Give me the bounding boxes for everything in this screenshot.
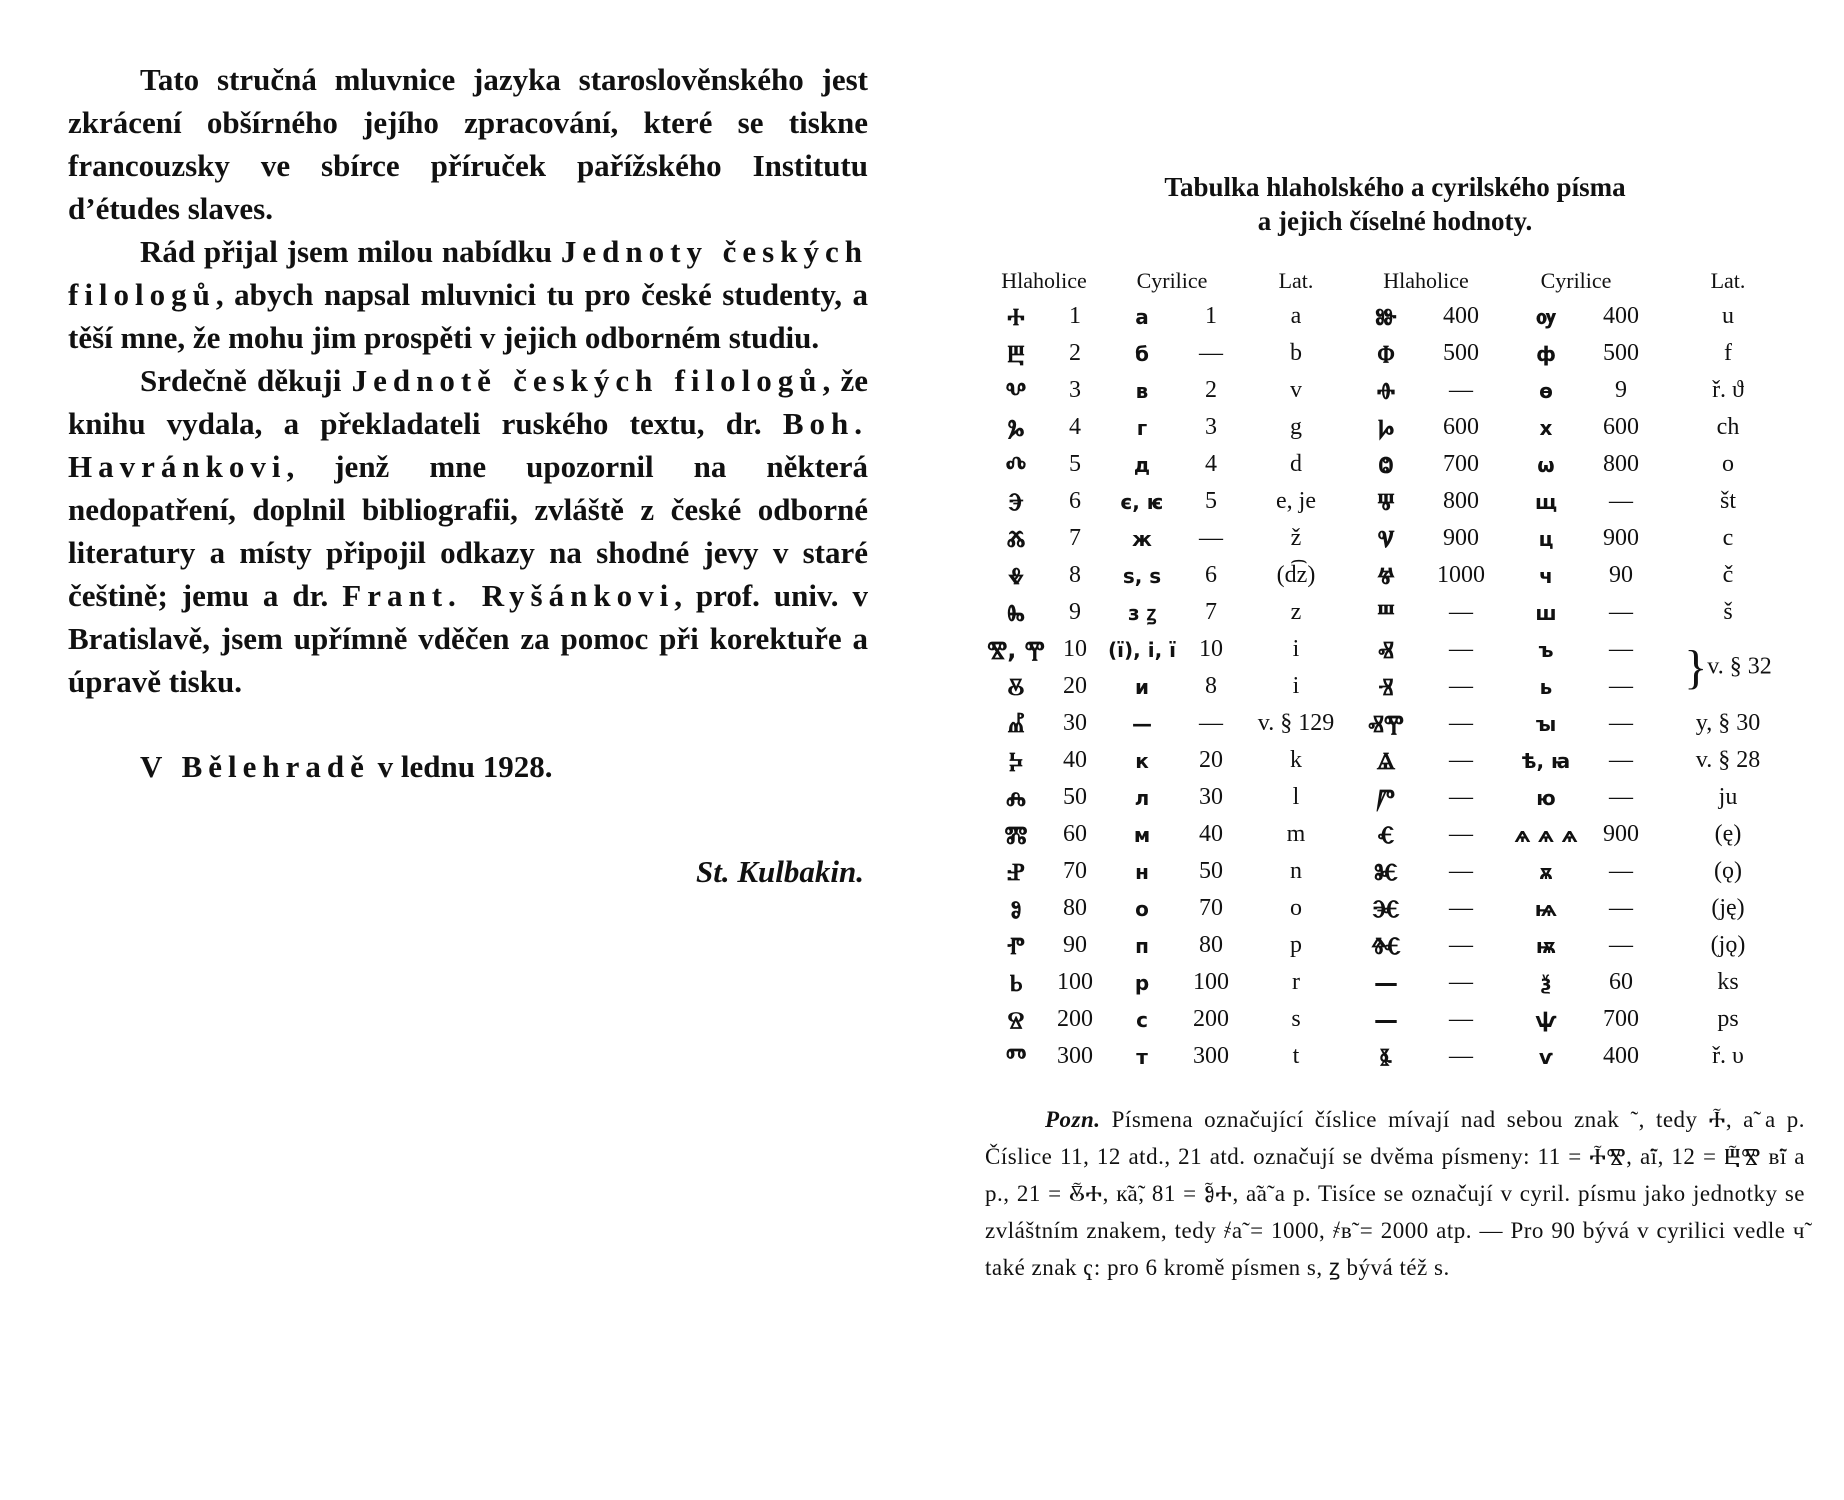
glagolitic-letter: Ⱀ — [1007, 857, 1025, 886]
cyrillic-value: 1 — [1205, 303, 1217, 329]
cyrillic-letter: ѕ, ѕ — [1122, 563, 1162, 588]
glagolitic-value: — — [1449, 1043, 1473, 1069]
cyrillic-letter: щ — [1534, 489, 1558, 514]
cyrillic-value: 800 — [1603, 451, 1639, 477]
glagolitic-value: — — [1449, 636, 1473, 662]
p3-text-e: , jenž mne upozornil na některá nedopatření, doplnil bibliografii, zvláště z české odborné literatury a místy připojil odkazy na shodné jevy v staré češtině; jemu a dr. — [68, 449, 868, 613]
latin-value: s — [1291, 1006, 1301, 1032]
cyrillic-value: 40 — [1199, 821, 1223, 847]
cyrillic-letter: б — [1135, 341, 1149, 366]
glagolitic-letter: Ⰷ — [1008, 561, 1024, 590]
p2-text-c: , abych napsal mluvnici tu pro české studenty, a těší mne, že mohu jim prospěti v jejich odborném studiu. — [68, 277, 868, 355]
table-row — [985, 557, 1805, 594]
table-row — [985, 1038, 1805, 1075]
latin-value: k — [1290, 747, 1302, 773]
cyrillic-value: — — [1609, 747, 1633, 773]
table-row — [985, 298, 1805, 335]
latin-value: (jǫ) — [1710, 932, 1746, 958]
glagolitic-value: — — [1449, 1006, 1473, 1032]
glagolitic-letter: Ⱑ — [1376, 746, 1396, 775]
glagolitic-letter: Ⱋ — [1377, 487, 1395, 516]
glagolitic-value: — — [1449, 673, 1473, 699]
latin-value: ps — [1717, 1006, 1739, 1032]
glagolitic-value: 7 — [1069, 525, 1081, 551]
header-cyrillic-1: Cyrilice — [1136, 268, 1208, 293]
p2-emphasis: Jednoty českých filologů — [68, 234, 868, 312]
glagolitic-value: 400 — [1443, 303, 1479, 329]
cyrillic-value: 2 — [1205, 377, 1217, 403]
alphabet-table — [985, 264, 1805, 1075]
glagolitic-letter: Ⰳ — [1007, 413, 1025, 442]
glagolitic-value: 6 — [1069, 488, 1081, 514]
cyrillic-letter: ю — [1536, 785, 1556, 810]
table-row — [985, 705, 1805, 742]
cyrillic-letter: т — [1136, 1044, 1148, 1069]
glagolitic-letter: Ⱏ — [1378, 635, 1394, 664]
cyrillic-letter: в — [1135, 378, 1149, 403]
cyrillic-letter: є, ѥ — [1120, 489, 1164, 514]
latin-value: ž — [1290, 525, 1302, 551]
glagolitic-value: 2 — [1069, 340, 1081, 366]
cyrillic-letter: ѣ, ꙗ — [1521, 748, 1571, 773]
cyrillic-letter: м — [1133, 822, 1151, 847]
glagolitic-value: — — [1449, 895, 1473, 921]
glagolitic-letter: Ⰻ — [1007, 672, 1025, 701]
latin-value: v — [1290, 377, 1302, 403]
note-text: Písmena označující číslice mívají nad sebou znak ˜, tedy Ⰰ̃, а̃ a p. Číslice 11, 12 atd., 21 atd. označují se dvěma písmeny: 11 = Ⰰ̃Ⰺ, а̃ї, 12 = Ⰱ̃Ⰺ в̃ї a p., 21 = Ⰻ̃Ⰰ, к̃а̃, 81 = Ⱁ̃Ⰰ, а̃а̃ a p. Tisíce se označují v cyril. písmu jako jednotky se zvláštním znakem, tedy ҂а̃ = 1000, ҂в̃ = 2000 atp. — Pro 90 bývá v cyrilici vedle ч̃ také znak ҁ: pro 6 kromě písmen ѕ, ꙁ bývá též ѕ. — [985, 1107, 1805, 1280]
cyrillic-letter: л — [1134, 785, 1150, 810]
glagolitic-letter: Ⱗ — [1372, 894, 1400, 923]
glagolitic-letter: Ⱁ — [1010, 894, 1022, 923]
glagolitic-letter: Ⰾ — [1005, 783, 1027, 812]
glagolitic-letter: Ⱍ — [1377, 561, 1395, 590]
cyrillic-letter: ѵ — [1539, 1044, 1553, 1069]
latin-value: l — [1292, 784, 1300, 810]
cyrillic-value: 6 — [1205, 562, 1217, 588]
alphabet-table-page — [985, 170, 1805, 1286]
glagolitic-value: 3 — [1069, 377, 1081, 403]
p3-text-c: , že knihu vydala, a překladateli ruského textu, dr. — [68, 363, 868, 441]
glagolitic-value: 50 — [1063, 784, 1087, 810]
glagolitic-letter: Ⰿ — [1004, 820, 1028, 849]
cyrillic-letter: ѫ — [1539, 859, 1553, 884]
cyrillic-letter: х — [1539, 415, 1553, 440]
brace-icon: } — [1684, 641, 1708, 694]
cyrillic-value: — — [1609, 673, 1633, 699]
cyrillic-value: — — [1609, 636, 1633, 662]
table-body — [985, 298, 1805, 1075]
cyrillic-value: — — [1609, 488, 1633, 514]
glagolitic-letter: Ⱌ — [1377, 524, 1395, 553]
latin-value: c — [1722, 525, 1734, 551]
cyrillic-value: — — [1609, 710, 1633, 736]
cyrillic-value: 4 — [1205, 451, 1217, 477]
cyrillic-letter: з ꙁ — [1127, 601, 1157, 625]
bracket-note-cell — [1651, 631, 1805, 705]
cyrillic-letter: ш — [1535, 600, 1557, 625]
table-row — [985, 409, 1805, 446]
latin-value: i — [1292, 673, 1300, 699]
table-row — [985, 816, 1805, 853]
glagolitic-value: 5 — [1069, 451, 1081, 477]
preface — [68, 58, 868, 893]
cyrillic-letter: п — [1135, 933, 1149, 958]
cyrillic-letter: ѡ — [1537, 452, 1555, 477]
glagolitic-letter: Ⰶ — [1006, 524, 1026, 553]
glagolitic-letter: Ⱃ — [1009, 968, 1023, 997]
bracket-note: v. § 32 — [1707, 653, 1772, 680]
glagolitic-value: 60 — [1063, 821, 1087, 847]
cyrillic-value: 10 — [1199, 636, 1223, 662]
cyrillic-letter: ѯ — [1540, 970, 1552, 995]
glagolitic-value: 90 — [1063, 932, 1087, 958]
cyrillic-value: — — [1609, 858, 1633, 884]
cyrillic-value: 60 — [1609, 969, 1633, 995]
cyrillic-letter: (ї), і, ї — [1108, 637, 1176, 662]
table-row — [985, 335, 1805, 372]
glagolitic-value: 200 — [1057, 1006, 1093, 1032]
glagolitic-letter: Ⰴ — [1005, 450, 1027, 479]
table-row — [985, 927, 1805, 964]
cyrillic-value: 7 — [1205, 599, 1217, 625]
table-header-row — [985, 264, 1805, 298]
glagolitic-value: — — [1449, 377, 1473, 403]
cyrillic-value: — — [1199, 340, 1223, 366]
glagolitic-value: 20 — [1063, 673, 1087, 699]
latin-value: e, je — [1276, 488, 1316, 514]
glagolitic-letter: Ⱚ — [1376, 376, 1396, 405]
note-paragraph — [985, 1101, 1805, 1286]
header-cyrillic-2: Cyrilice — [1540, 268, 1612, 293]
cyrillic-value: 600 — [1603, 414, 1639, 440]
table-row — [985, 853, 1805, 890]
latin-value: f — [1724, 340, 1732, 366]
p3-text-a: Srdečně děkuji — [140, 363, 352, 398]
cyrillic-letter: г — [1136, 415, 1148, 440]
table-row — [985, 779, 1805, 816]
cyrillic-value: 50 — [1199, 858, 1223, 884]
latin-value: v. § 28 — [1695, 747, 1761, 773]
table-note — [985, 1101, 1805, 1286]
glagolitic-value: 500 — [1443, 340, 1479, 366]
cyrillic-letter: ь — [1539, 674, 1553, 699]
latin-value: r — [1292, 969, 1300, 995]
table-row — [985, 372, 1805, 409]
glagolitic-letter: Ⰰ — [1007, 302, 1025, 331]
table-row — [985, 483, 1805, 520]
table-row — [985, 964, 1805, 1001]
preface-paragraph-1: Tato stručná mluvnice jazyka staroslověnského jest zkrácení obšírného jejího zpracování, které se tiskne francouzsky ve sbírce příruček pařížského Institutu d’études slaves. — [68, 62, 868, 226]
p3-text-g: , prof. univ. v Bratislavě, jsem upřímně vděčen za pomoc při korektuře a úpravě tisku. — [68, 578, 868, 699]
cyrillic-value: 20 — [1199, 747, 1223, 773]
glagolitic-value: 10 — [1063, 636, 1087, 662]
table-row — [985, 1001, 1805, 1038]
glagolitic-value: 1 — [1069, 303, 1081, 329]
table-title — [985, 170, 1805, 238]
latin-value: (ǫ) — [1714, 858, 1742, 884]
cyrillic-letter: д — [1133, 452, 1151, 477]
latin-value: u — [1722, 303, 1734, 329]
cyrillic-letter: ѧ ѧ ѧ — [1514, 822, 1578, 847]
glagolitic-value: 900 — [1443, 525, 1479, 551]
cyrillic-letter: а — [1135, 304, 1149, 329]
place-name: V Bělehradě — [140, 749, 370, 784]
glagolitic-letter: Ⱎ — [1377, 598, 1395, 627]
latin-value: p — [1290, 932, 1302, 958]
glagolitic-value: — — [1449, 710, 1473, 736]
latin-value: o — [1722, 451, 1734, 477]
cyrillic-letter: к — [1135, 748, 1149, 773]
latin-value: ř. υ — [1712, 1043, 1744, 1069]
glagolitic-value: 4 — [1069, 414, 1081, 440]
cyrillic-value: — — [1609, 599, 1633, 625]
table-row — [985, 446, 1805, 483]
cyrillic-letter: ѭ — [1535, 933, 1557, 958]
date-text: v lednu 1928. — [369, 749, 553, 784]
table-row — [985, 520, 1805, 557]
table-title-line-2: a jejich číselné hodnoty. — [1257, 206, 1533, 236]
cyrillic-value: 70 — [1199, 895, 1223, 921]
glagolitic-value: 9 — [1069, 599, 1081, 625]
cyrillic-letter: ѹ — [1535, 304, 1557, 329]
header-glagolitic-2: Hlaholice — [1383, 268, 1469, 293]
latin-value: (ę) — [1714, 821, 1742, 847]
cyrillic-value: 700 — [1603, 1006, 1639, 1032]
cyrillic-letter: ц — [1538, 526, 1554, 551]
glagolitic-letter: Ⰵ — [1008, 487, 1024, 516]
glagolitic-letter: Ⰺ, Ⰹ — [987, 635, 1045, 664]
glagolitic-letter: Ⱔ — [1377, 820, 1395, 849]
preface-paragraph-3 — [68, 359, 868, 703]
cyrillic-letter: ѱ — [1535, 1007, 1557, 1032]
cyrillic-value: 3 — [1205, 414, 1217, 440]
cyrillic-value: — — [1609, 784, 1633, 810]
glagolitic-letter: Ⱄ — [1007, 1005, 1025, 1034]
p2-text-a: Rád přijal jsem milou nabídku — [140, 234, 561, 269]
cyrillic-letter: н — [1135, 859, 1149, 884]
glagolitic-value: 1000 — [1437, 562, 1485, 588]
glagolitic-letter: Ⱉ — [1378, 450, 1394, 479]
header-latin-2: Lat. — [1710, 268, 1746, 293]
table-row — [985, 631, 1805, 668]
cyrillic-letter: — — [1132, 711, 1152, 736]
glagolitic-value: — — [1449, 932, 1473, 958]
cyrillic-value: — — [1609, 895, 1633, 921]
cyrillic-letter: и — [1134, 674, 1149, 699]
glagolitic-letter: Ⱘ — [1374, 857, 1398, 886]
latin-value: b — [1290, 340, 1302, 366]
glagolitic-letter: Ⰽ — [1009, 746, 1023, 775]
cyrillic-letter: ч — [1539, 563, 1553, 588]
signature: St. Kulbakin. — [696, 854, 864, 889]
glagolitic-value: 80 — [1063, 895, 1087, 921]
glagolitic-value: — — [1449, 747, 1473, 773]
table-row — [985, 890, 1805, 927]
cyrillic-value: 400 — [1603, 303, 1639, 329]
glagolitic-letter: Ⱙ — [1371, 931, 1401, 960]
glagolitic-letter: — — [1374, 968, 1398, 997]
cyrillic-value: 200 — [1193, 1006, 1229, 1032]
header-latin-1: Lat. — [1278, 268, 1314, 293]
latin-value: y, § 30 — [1695, 710, 1761, 736]
glagolitic-letter: Ⱐ — [1378, 672, 1394, 701]
latin-value: št — [1719, 488, 1736, 514]
glagolitic-letter: Ⰸ — [1007, 598, 1025, 627]
cyrillic-value: 500 — [1603, 340, 1639, 366]
table-row — [985, 742, 1805, 779]
cyrillic-value: 90 — [1609, 562, 1633, 588]
glagolitic-value: 8 — [1069, 562, 1081, 588]
cyrillic-letter: о — [1135, 896, 1149, 921]
cyrillic-value: 400 — [1603, 1043, 1639, 1069]
glagolitic-letter: Ⱅ — [1005, 1042, 1027, 1071]
latin-value: o — [1290, 895, 1302, 921]
latin-value: v. § 129 — [1257, 710, 1335, 736]
latin-value: g — [1290, 414, 1302, 440]
cyrillic-letter: ꙑ — [1535, 711, 1557, 736]
latin-value: a — [1290, 303, 1302, 329]
latin-value: m — [1286, 821, 1306, 847]
latin-value: ch — [1716, 414, 1740, 440]
cyrillic-value: — — [1199, 525, 1223, 551]
glagolitic-value: — — [1449, 599, 1473, 625]
latin-value: n — [1290, 858, 1302, 884]
glagolitic-letter: Ⱛ — [1379, 1042, 1393, 1071]
glagolitic-value: — — [1449, 784, 1473, 810]
glagolitic-letter: Ⱂ — [1007, 931, 1025, 960]
glagolitic-letter: Ⱇ — [1377, 339, 1395, 368]
latin-value: (d͡z) — [1276, 562, 1316, 588]
latin-value: z — [1290, 599, 1302, 625]
latin-value: t — [1292, 1043, 1300, 1069]
cyrillic-letter: ѳ — [1539, 378, 1553, 403]
cyrillic-value: — — [1609, 932, 1633, 958]
table-row — [985, 594, 1805, 631]
glagolitic-value: — — [1449, 821, 1473, 847]
cyrillic-value: 100 — [1193, 969, 1229, 995]
latin-value: ks — [1717, 969, 1739, 995]
p3-emphasis-2: Boh. Havránkovi — [68, 406, 868, 484]
table-title-line-1: Tabulka hlaholského a cyrilského písma — [1164, 172, 1626, 202]
p3-emphasis-3: Frant. Ryšánkovi — [342, 578, 675, 613]
glagolitic-letter: Ⰼ — [1007, 709, 1025, 738]
glagolitic-value: 600 — [1443, 414, 1479, 440]
glagolitic-letter: Ⱓ — [1376, 783, 1396, 812]
latin-value: ř. ϑ — [1712, 377, 1744, 403]
cyrillic-value: 900 — [1603, 525, 1639, 551]
cyrillic-value: 30 — [1199, 784, 1223, 810]
header-glagolitic-1: Hlaholice — [1001, 268, 1087, 293]
cyrillic-letter: ж — [1132, 526, 1152, 551]
cyrillic-value: 8 — [1205, 673, 1217, 699]
latin-value: č — [1722, 562, 1734, 588]
cyrillic-letter: с — [1136, 1007, 1148, 1032]
place-date — [68, 745, 868, 788]
cyrillic-letter: ф — [1536, 341, 1556, 366]
glagolitic-letter: ⰟⰉ — [1368, 709, 1404, 738]
glagolitic-value: 100 — [1057, 969, 1093, 995]
glagolitic-letter: Ⰱ — [1007, 339, 1025, 368]
latin-value: š — [1723, 599, 1733, 625]
cyrillic-letter: ъ — [1538, 637, 1554, 662]
glagolitic-value: 70 — [1063, 858, 1087, 884]
cyrillic-value: 9 — [1615, 377, 1627, 403]
latin-value: (ję) — [1711, 895, 1745, 921]
glagolitic-letter: Ⰲ — [1005, 376, 1027, 405]
glagolitic-value: 700 — [1443, 451, 1479, 477]
preface-paragraph-2 — [68, 230, 868, 359]
glagolitic-value: — — [1449, 858, 1473, 884]
p3-emphasis-1: Jednotě českých filologů — [351, 363, 823, 398]
glagolitic-value: 30 — [1063, 710, 1087, 736]
latin-value: ju — [1718, 784, 1738, 810]
glagolitic-letter: — — [1374, 1005, 1398, 1034]
latin-value: d — [1290, 451, 1302, 477]
cyrillic-letter: ѩ — [1534, 896, 1558, 921]
cyrillic-value: 300 — [1193, 1043, 1229, 1069]
note-lead: Pozn. — [1045, 1107, 1101, 1132]
glagolitic-value: 40 — [1063, 747, 1087, 773]
glagolitic-value: — — [1449, 969, 1473, 995]
glagolitic-letter: Ⱆ — [1375, 302, 1397, 331]
glagolitic-letter: Ⱈ — [1377, 413, 1395, 442]
glagolitic-value: 800 — [1443, 488, 1479, 514]
cyrillic-value: 900 — [1603, 821, 1639, 847]
cyrillic-value: 80 — [1199, 932, 1223, 958]
cyrillic-value: — — [1199, 710, 1223, 736]
cyrillic-letter: р — [1134, 970, 1150, 995]
glagolitic-value: 300 — [1057, 1043, 1093, 1069]
cyrillic-value: 5 — [1205, 488, 1217, 514]
latin-value: i — [1292, 636, 1300, 662]
